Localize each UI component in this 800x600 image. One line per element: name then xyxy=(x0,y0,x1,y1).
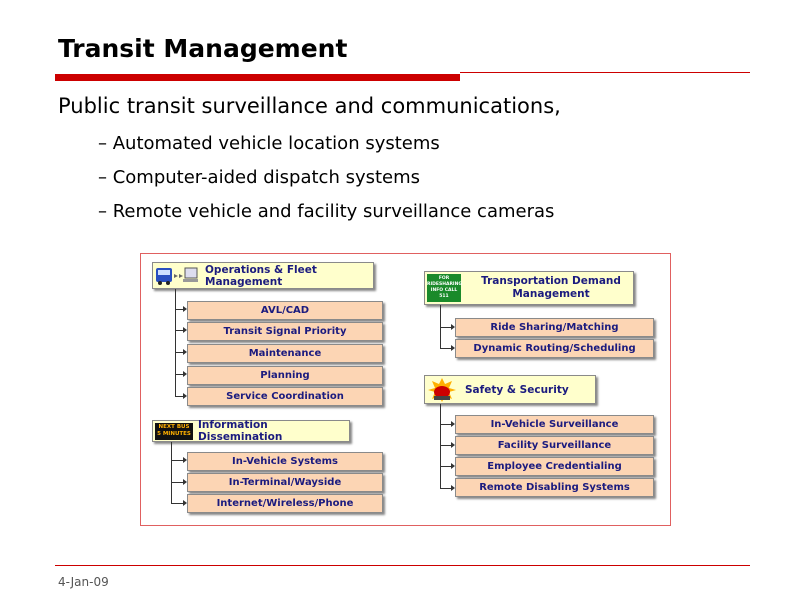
group-header-operations xyxy=(152,262,374,289)
connector-arrow xyxy=(175,330,183,331)
connector-arrow xyxy=(440,488,451,489)
slide-date: 4-Jan-09 xyxy=(58,575,109,589)
intro-text: Public transit surveillance and communications, xyxy=(58,94,561,118)
connector-arrow xyxy=(440,466,451,467)
title-underline-bar xyxy=(55,74,460,81)
bullet-item: – Computer-aided dispatch systems xyxy=(98,167,421,188)
connector-arrow xyxy=(175,396,183,397)
bullet-list xyxy=(98,130,554,232)
connector-arrow xyxy=(175,352,183,353)
connector-arrow xyxy=(171,482,183,483)
alarm-light-icon xyxy=(427,377,457,403)
group-header-information xyxy=(152,420,350,442)
title-underline-rule xyxy=(460,72,750,73)
group-title: Transportation Demand Management xyxy=(481,275,621,300)
ops-item: Maintenance xyxy=(187,344,383,363)
group-title: Operations & Fleet Management xyxy=(205,263,317,288)
slide-title: Transit Management xyxy=(58,34,348,63)
group-header-safety xyxy=(424,375,596,404)
connector-arrow xyxy=(175,309,183,310)
connector-line xyxy=(175,289,176,397)
bullet-item: – Remote vehicle and facility surveillance cameras xyxy=(98,201,555,222)
group-title: Safety & Security xyxy=(465,383,569,396)
info-item: In-Terminal/Wayside xyxy=(187,473,383,492)
next-bus-sign-icon: NEXT BUS 5 MINUTES xyxy=(155,423,193,440)
ops-item: Service Coordination xyxy=(187,387,383,406)
group-title: Information Dissemination xyxy=(198,419,283,443)
ops-item: Planning xyxy=(187,366,383,385)
safety-item: In-Vehicle Surveillance xyxy=(455,415,654,434)
transit-management-diagram xyxy=(140,253,671,526)
connector-arrow xyxy=(171,503,183,504)
bullet-item: – Automated vehicle location systems xyxy=(98,133,440,154)
group-header-demand-management xyxy=(424,271,634,305)
ops-item: AVL/CAD xyxy=(187,301,383,320)
info-item: Internet/Wireless/Phone xyxy=(187,494,383,513)
demand-item: Ride Sharing/Matching xyxy=(455,318,654,337)
safety-item: Employee Credentialing xyxy=(455,457,654,476)
safety-item: Remote Disabling Systems xyxy=(455,478,654,497)
connector-arrow xyxy=(440,348,451,349)
ride-sharing-sign-icon: FOR RIDESHARING INFO CALL 511 xyxy=(427,274,461,302)
info-item: In-Vehicle Systems xyxy=(187,452,383,471)
connector-arrow xyxy=(175,374,183,375)
safety-item: Facility Surveillance xyxy=(455,436,654,455)
connector-line xyxy=(440,404,441,488)
footer-rule xyxy=(55,565,750,566)
ops-item: Transit Signal Priority xyxy=(187,322,383,341)
connector-arrow xyxy=(440,327,451,328)
connector-arrow xyxy=(440,445,451,446)
demand-item: Dynamic Routing/Scheduling xyxy=(455,339,654,358)
connector-arrow xyxy=(171,460,183,461)
connector-line xyxy=(171,442,172,504)
connector-arrow xyxy=(440,424,451,425)
bus-computer-icon xyxy=(155,265,199,287)
